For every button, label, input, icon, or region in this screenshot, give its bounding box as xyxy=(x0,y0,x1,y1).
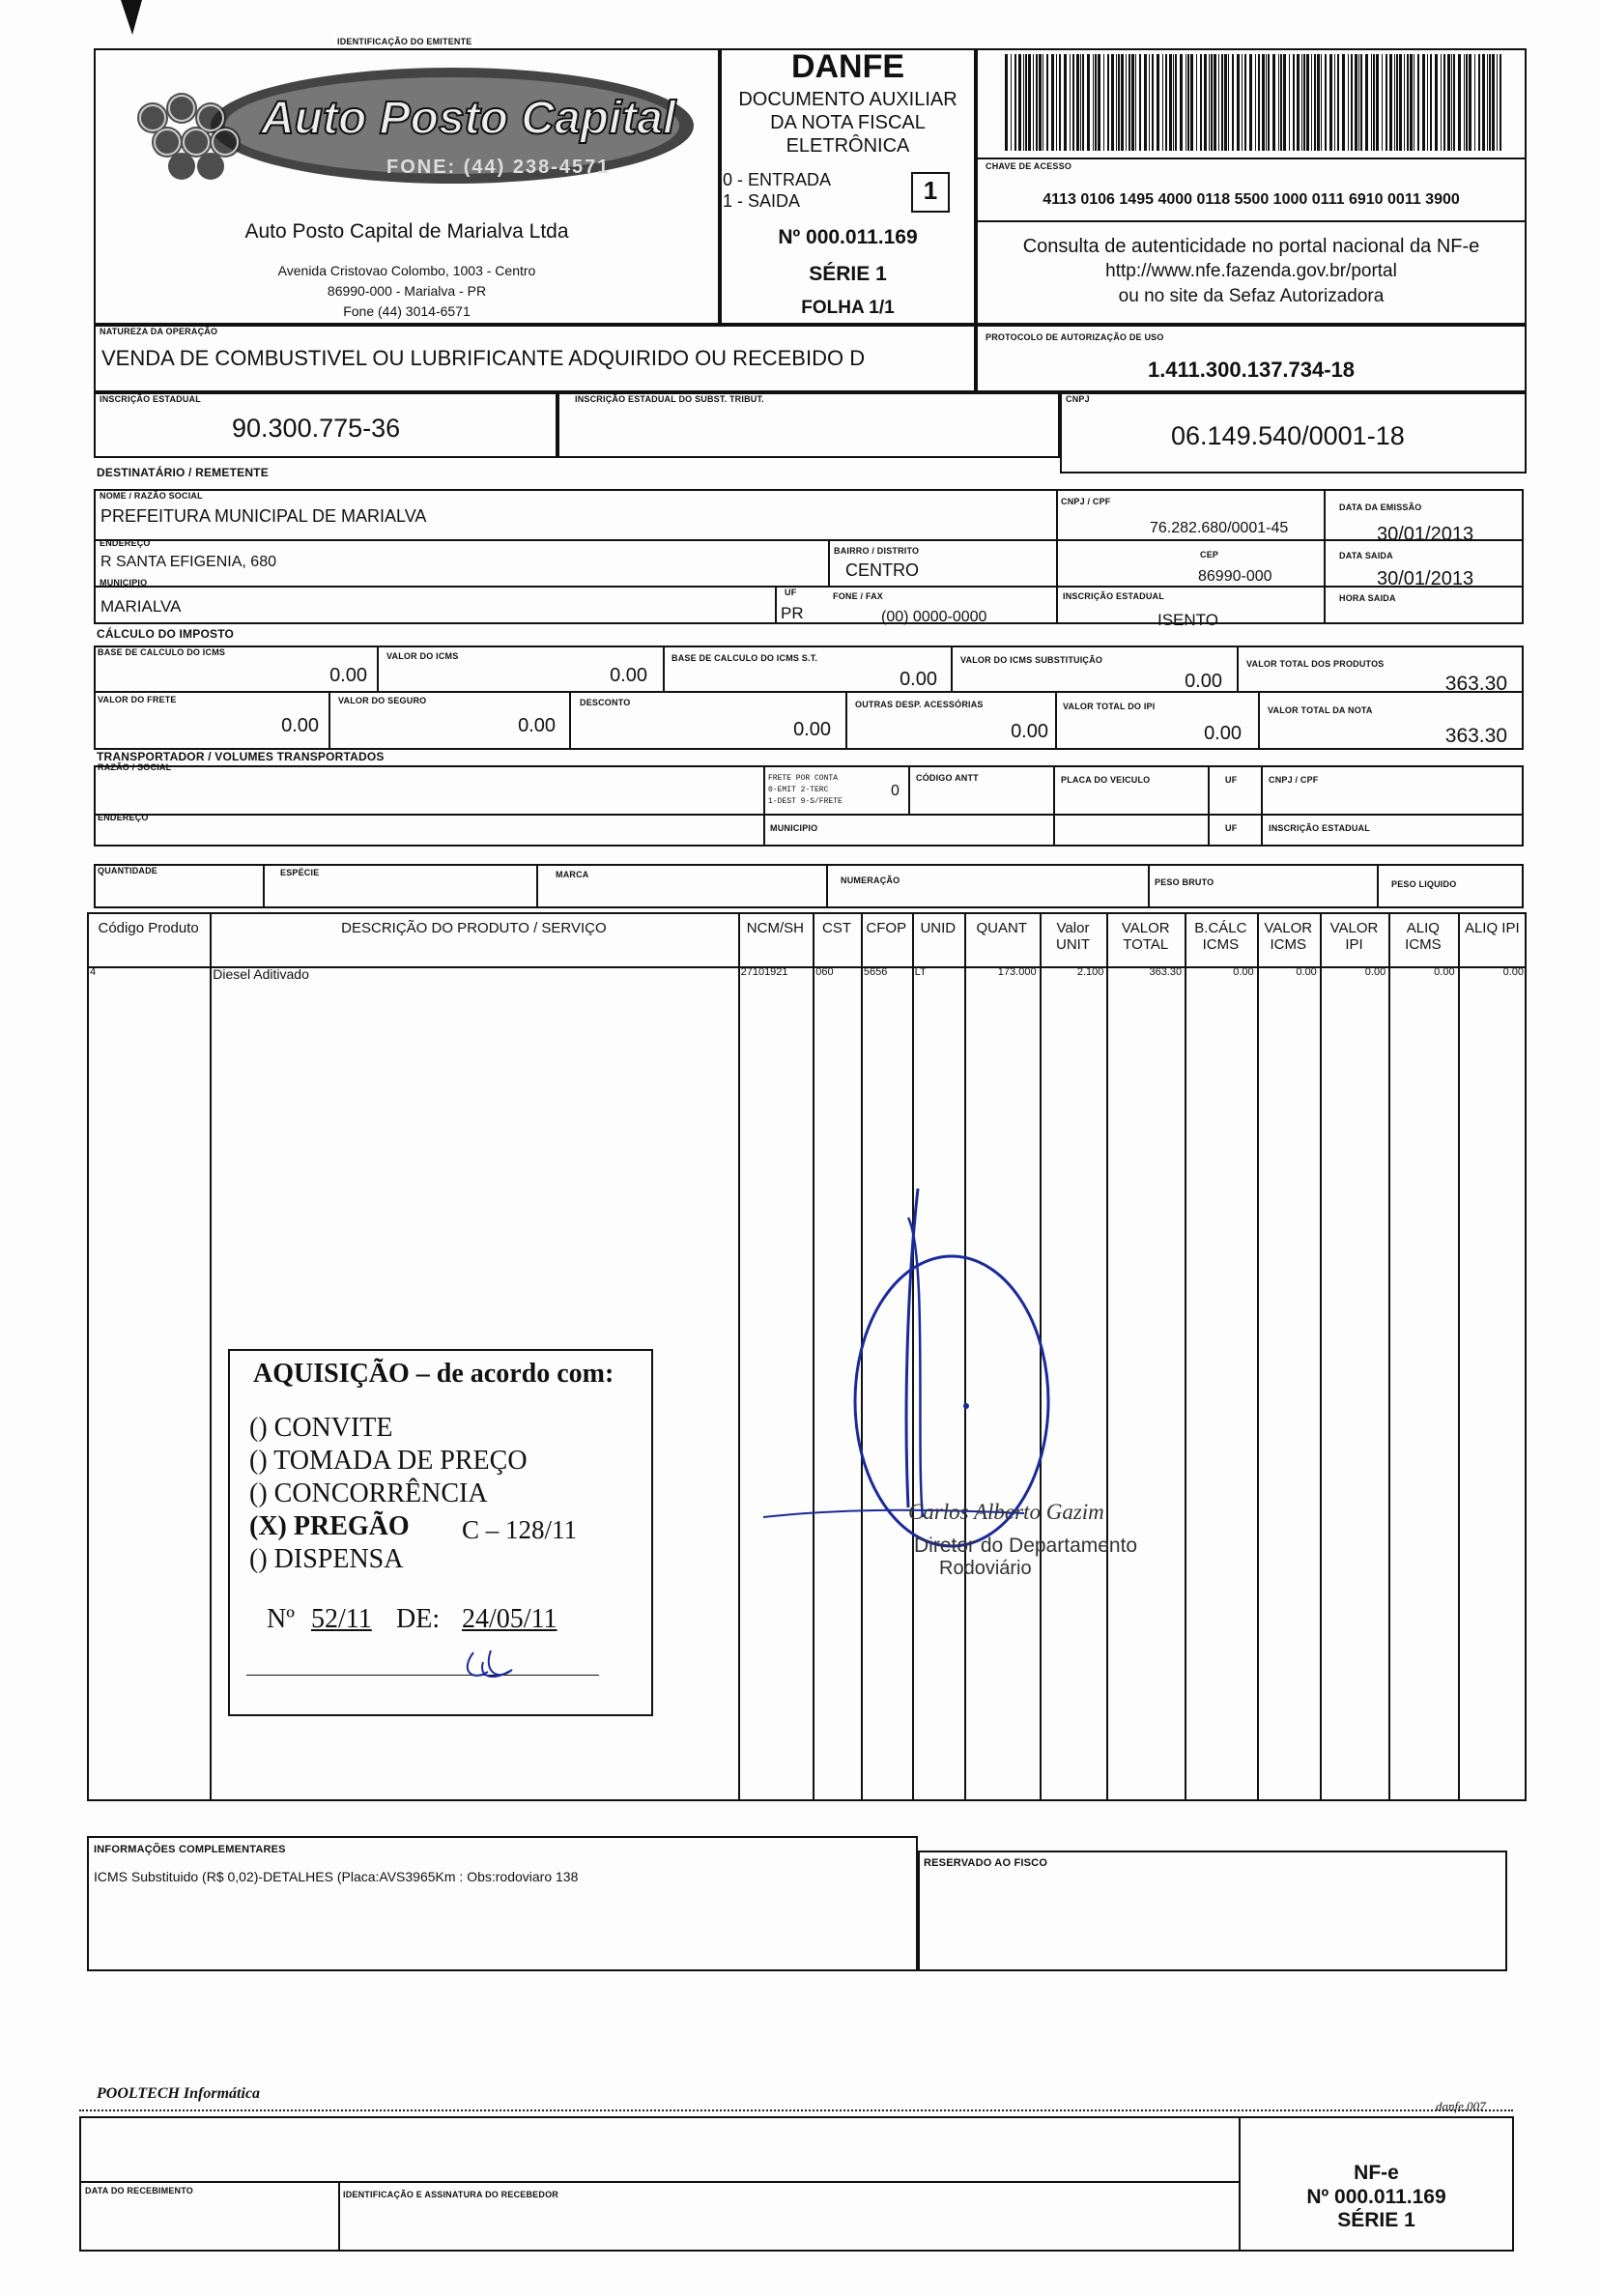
barcode-bar xyxy=(1237,54,1240,151)
placa-label: PLACA DO VEICULO xyxy=(1061,775,1151,785)
receipt-date-label: DATA DO RECEBIMENTO xyxy=(85,2186,193,2196)
danfe-subtitle-2: DA NOTA FISCAL xyxy=(770,112,926,133)
barcode-bar xyxy=(1131,54,1134,151)
products-header-cell: CST xyxy=(822,920,852,936)
barcode-bar xyxy=(1410,54,1413,151)
products-col-divider xyxy=(210,912,212,1801)
products-row-cell: 0.00 xyxy=(1434,966,1455,978)
antt-label: CÓDIGO ANTT xyxy=(916,773,979,783)
barcode-bar xyxy=(1064,54,1067,151)
fone-label: FONE / FAX xyxy=(833,591,884,601)
products-row-cell: 5656 xyxy=(863,966,888,978)
barcode-bar xyxy=(1180,54,1183,151)
numeracao-label: NUMERAÇÃO xyxy=(841,875,900,885)
frete-label: VALOR DO FRETE xyxy=(98,695,177,704)
barcode-bar xyxy=(1466,54,1468,151)
stamp-initials xyxy=(454,1643,522,1686)
transport-uf2-label: UF xyxy=(1225,823,1238,833)
barcode-bar xyxy=(1268,54,1270,151)
barcode-bar xyxy=(1497,54,1498,151)
barcode-bar xyxy=(1036,54,1038,151)
ipi-label: VALOR TOTAL DO IPI xyxy=(1063,702,1156,711)
ie-value: 90.300.775-36 xyxy=(232,414,401,443)
barcode-bar xyxy=(1095,54,1097,151)
recipient-cnpj-label: CNPJ / CPF xyxy=(1061,497,1111,506)
barcode-bar xyxy=(1255,54,1256,151)
barcode-bar xyxy=(1404,54,1405,151)
especie-label: ESPÉCIE xyxy=(280,868,320,877)
stamp-option-convite: () CONVITE xyxy=(249,1413,393,1443)
uf-value: PR xyxy=(781,604,804,622)
barcode-bar xyxy=(1422,54,1425,151)
barcode-bar xyxy=(1144,54,1147,151)
barcode-bar xyxy=(1329,54,1332,151)
bc-icms-label: BASE DE CALCULO DO ICMS xyxy=(98,647,226,657)
barcode-bar xyxy=(1478,54,1480,151)
barcode-bar xyxy=(1162,54,1163,151)
barcode-bar xyxy=(1051,54,1054,151)
transport-endereco-label: ENDEREÇO xyxy=(98,813,149,822)
products-header-cell: QUANT xyxy=(976,920,1028,936)
barcode-bar xyxy=(1407,54,1409,151)
barcode-bar xyxy=(1107,54,1109,151)
barcode-bar xyxy=(1025,54,1027,151)
products-col-divider xyxy=(1388,912,1390,1801)
barcode-bar xyxy=(1033,54,1034,151)
barcode-bar xyxy=(1249,54,1252,151)
barcode-bar xyxy=(1149,54,1150,151)
produtos-label: VALOR TOTAL DOS PRODUTOS xyxy=(1246,659,1385,669)
fone-value: (00) 0000-0000 xyxy=(881,609,987,625)
products-header-cell: CFOP xyxy=(866,920,907,936)
liquido-label: PESO LIQUIDO xyxy=(1391,879,1457,889)
barcode-bar xyxy=(1474,54,1475,151)
products-row-cell: 4 xyxy=(90,966,97,978)
address-value: R SANTA EFIGENIA, 680 xyxy=(100,554,276,570)
barcode-bar xyxy=(1056,54,1057,151)
products-header-cell: VALOR ICMS xyxy=(1264,920,1313,953)
emissao-label: DATA DA EMISSÃO xyxy=(1339,502,1422,512)
barcode-bar xyxy=(1487,54,1488,151)
danfe-type-value: 1 xyxy=(923,176,938,205)
barcode-bar xyxy=(1469,54,1471,151)
barcode-bar xyxy=(1447,54,1450,151)
emitter-address-2: 86990-000 - Marialva - PR xyxy=(327,283,487,299)
barcode-bar xyxy=(1080,54,1081,151)
barcode-bar xyxy=(1157,54,1159,151)
products-row-cell: 0.00 xyxy=(1233,966,1254,978)
barcode-bar xyxy=(1118,54,1120,151)
barcode-bar xyxy=(1306,54,1309,151)
barcode-bar xyxy=(1358,54,1359,151)
bairro-label: BAIRRO / DISTRITO xyxy=(834,546,920,556)
desconto-value: 0.00 xyxy=(793,719,831,740)
barcode-bar xyxy=(1139,54,1141,151)
barcode-bar xyxy=(1098,54,1100,151)
barcode-bar xyxy=(1135,54,1136,151)
barcode-bar xyxy=(1386,54,1387,151)
products-header-cell: Valor UNIT xyxy=(1055,920,1090,953)
barcode-bar xyxy=(1427,54,1428,151)
barcode-bar xyxy=(1500,54,1501,151)
barcode-bar xyxy=(1169,54,1172,151)
barcode-bar xyxy=(1396,54,1398,151)
tax-section: CÁLCULO DO IMPOSTO xyxy=(97,627,235,641)
natureza-value: VENDA DE COMBUSTIVEL OU LUBRIFICANTE ADQUIRIDO OU RECEBIDO D xyxy=(101,346,866,370)
nota-value: 363.30 xyxy=(1444,725,1507,747)
recipient-name-label: NOME / RAZÃO SOCIAL xyxy=(100,491,203,501)
barcode-bar xyxy=(1011,54,1012,151)
products-row-cell: 2.100 xyxy=(1076,966,1104,978)
qtd-label: QUANTIDADE xyxy=(98,866,157,875)
icms-label: VALOR DO ICMS xyxy=(386,651,459,661)
barcode-bar xyxy=(1371,54,1372,151)
additional-info-label: INFORMAÇÕES COMPLEMENTARES xyxy=(94,1844,286,1855)
barcode-bar xyxy=(1373,54,1375,151)
barcode-bar xyxy=(1266,54,1267,151)
products-header-cell: B.CÁLC ICMS xyxy=(1194,920,1247,953)
natureza-label: NATUREZA DA OPERAÇÃO xyxy=(100,327,218,336)
barcode-bar xyxy=(1435,54,1438,151)
uf-label: UF xyxy=(785,588,797,597)
ie-label: INSCRIÇÃO ESTADUAL xyxy=(100,394,201,404)
barcode-bar xyxy=(1221,54,1223,151)
barcode-bar xyxy=(1111,54,1114,151)
products-col-divider xyxy=(1320,912,1322,1801)
icms-st-label: VALOR DO ICMS SUBSTITUIÇÃO xyxy=(960,655,1103,665)
municipio-value: MARIALVA xyxy=(100,597,182,616)
footer-nfe: NF-e xyxy=(1354,2162,1399,2184)
stamp-option-dispensa: () DISPENSA xyxy=(249,1544,404,1574)
barcode-bar xyxy=(1342,54,1345,151)
icms-st-value: 0.00 xyxy=(1185,671,1222,692)
recipient-name: PREFEITURA MUNICIPAL DE MARIALVA xyxy=(100,506,427,526)
desconto-label: DESCONTO xyxy=(580,698,631,707)
receipt-id-label: IDENTIFICAÇÃO E ASSINATURA DO RECEBEDOR xyxy=(343,2190,558,2199)
barcode-bar xyxy=(1492,54,1495,151)
stamp-option-concorrencia: () CONCORRÊNCIA xyxy=(249,1478,488,1508)
barcode-bar xyxy=(1072,54,1074,151)
barcode-bar xyxy=(1242,54,1243,151)
barcode-bar xyxy=(1116,54,1117,151)
barcode-bar xyxy=(1103,54,1104,151)
danfe-number: Nº 000.011.169 xyxy=(778,226,918,248)
footer-nfe-serie: SÉRIE 1 xyxy=(1337,2209,1415,2231)
products-row-cell: 363.30 xyxy=(1149,966,1183,978)
products-col-divider xyxy=(1458,912,1460,1801)
barcode-bar xyxy=(1204,54,1207,151)
barcode-bar xyxy=(1262,54,1265,151)
barcode-bar xyxy=(1489,54,1491,151)
emitter-address-1: Avenida Cristovao Colombo, 1003 - Centro xyxy=(277,263,536,278)
barcode-graphic xyxy=(1005,54,1507,151)
products-header-cell: DESCRIÇÃO DO PRODUTO / SERVIÇO xyxy=(341,920,607,936)
stamp-date-label: DE: xyxy=(396,1604,441,1634)
barcode-bar xyxy=(1482,54,1485,151)
consult-line-3: ou no site da Sefaz Autorizadora xyxy=(1118,286,1385,306)
logo-phone: FONE: (44) 238-4571 xyxy=(386,157,611,178)
barcode-bar xyxy=(1389,54,1392,151)
barcode-bar xyxy=(1365,54,1368,151)
barcode-bar xyxy=(1214,54,1216,151)
barcode-bar xyxy=(1187,54,1189,151)
barcode-bar xyxy=(1430,54,1432,151)
additional-info-box xyxy=(87,1836,918,1971)
barcode-bar xyxy=(1301,54,1302,151)
stamp-option-pregao: (X) PREGÃO xyxy=(249,1511,410,1541)
barcode-bar xyxy=(1451,54,1452,151)
cep-label: CEP xyxy=(1200,550,1219,560)
footer-nfe-number: Nº 000.011.169 xyxy=(1306,2186,1446,2208)
barcode-bar xyxy=(1200,54,1202,151)
products-header-cell: VALOR TOTAL xyxy=(1121,920,1170,953)
barcode-bar xyxy=(1232,54,1234,151)
emitter-section-label: IDENTIFICAÇÃO DO EMITENTE xyxy=(333,37,476,46)
stamp-number: 52/11 xyxy=(311,1604,372,1634)
barcode-bar xyxy=(1360,54,1362,151)
protocolo-label: PROTOCOLO DE AUTORIZAÇÃO DE USO xyxy=(986,332,1164,342)
danfe-title: DANFE xyxy=(790,48,905,85)
barcode-bar xyxy=(1152,54,1154,151)
stamp-option-tomada: () TOMADA DE PREÇO xyxy=(249,1446,528,1476)
products-header-cell: VALOR IPI xyxy=(1329,920,1379,953)
barcode-bar xyxy=(1093,54,1094,151)
marca-label: MARCA xyxy=(556,870,589,879)
barcode-bar xyxy=(1196,54,1197,151)
transport-section: TRANSPORTADOR / VOLUMES TRANSPORTADOS xyxy=(97,750,385,763)
bairro-value: CENTRO xyxy=(845,560,919,580)
nota-label: VALOR TOTAL DA NOTA xyxy=(1268,705,1373,715)
outras-value: 0.00 xyxy=(1011,721,1048,742)
hora-label: HORA SAIDA xyxy=(1339,593,1396,603)
icms-value: 0.00 xyxy=(610,665,647,686)
consult-line-2: http://www.nfe.fazenda.gov.br/portal xyxy=(1105,261,1397,281)
products-row-cell: 060 xyxy=(815,966,834,978)
bruto-label: PESO BRUTO xyxy=(1155,877,1214,887)
cep-value: 86990-000 xyxy=(1198,568,1272,585)
barcode-bar xyxy=(1175,54,1177,151)
barcode-bar xyxy=(1076,54,1079,151)
barcode-bar xyxy=(1325,54,1327,151)
cut-line xyxy=(79,2109,1513,2111)
barcode-bar xyxy=(1211,54,1213,151)
bc-icms-value: 0.00 xyxy=(329,665,367,686)
products-row-cell: 173.000 xyxy=(997,966,1037,978)
barcode-bar xyxy=(1126,54,1127,151)
cnpj-label: CNPJ xyxy=(1066,394,1090,404)
barcode-bar xyxy=(1297,54,1300,151)
products-col-divider xyxy=(1106,912,1108,1801)
products-row-cell: 0.00 xyxy=(1502,966,1524,978)
products-row-cell: 0.00 xyxy=(1296,966,1317,978)
signature-role-1: Diretor do Departamento xyxy=(914,1535,1138,1557)
products-row-cell: Diesel Aditivado xyxy=(213,966,309,982)
cnpj-value: 06.149.540/0001-18 xyxy=(1171,421,1405,450)
outras-label: OUTRAS DESP. ACESSÓRIAS xyxy=(855,700,984,709)
frete-line-2: 0-EMIT 2-TERC xyxy=(768,786,829,794)
ipi-value: 0.00 xyxy=(1204,723,1242,744)
additional-info-text: ICMS Substituido (R$ 0,02)-DETALHES (Placa:AVS3965Km : Obs:rodoviaro 138 xyxy=(94,1869,579,1884)
barcode-bar xyxy=(1280,54,1282,151)
barcode-bar xyxy=(1348,54,1349,151)
danfe-entrada: 0 - ENTRADA xyxy=(723,170,832,189)
emissao-value: 30/01/2013 xyxy=(1377,524,1474,545)
barcode-bar xyxy=(1165,54,1167,151)
frete-value: 0 xyxy=(891,783,900,799)
stamp-pregao-ref: C – 128/11 xyxy=(462,1515,578,1544)
barcode-bar xyxy=(1244,54,1246,151)
barcode-bar xyxy=(1355,54,1357,151)
barcode-bar xyxy=(1399,54,1402,151)
fisco-label: RESERVADO AO FISCO xyxy=(924,1857,1048,1869)
products-header-cell: ALIQ IPI xyxy=(1464,920,1520,936)
barcode-bar xyxy=(1293,54,1295,151)
barcode-bar xyxy=(1224,54,1227,151)
products-header-cell: Código Produto xyxy=(98,920,199,936)
bc-st-value: 0.00 xyxy=(900,669,937,690)
address-label: ENDEREÇO xyxy=(100,538,151,548)
products-header-cell: UNID xyxy=(920,920,957,936)
barcode-bar xyxy=(1443,54,1445,151)
signature-name: Carlos Alberto Gazim xyxy=(908,1500,1104,1524)
barcode-bar xyxy=(1278,54,1279,151)
barcode-bar xyxy=(1121,54,1124,151)
products-header-cell: ALIQ ICMS xyxy=(1405,920,1442,953)
products-col-divider xyxy=(1185,912,1186,1801)
transport-ie-label: INSCRIÇÃO ESTADUAL xyxy=(1269,823,1370,833)
transport-municipio-label: MUNICIPIO xyxy=(770,823,818,833)
recipient-section: DESTINATÁRIO / REMETENTE xyxy=(97,466,269,479)
frete-value: 0.00 xyxy=(281,715,319,736)
barcode-bar xyxy=(1014,54,1016,151)
products-col-divider xyxy=(738,912,740,1801)
barcode-bar xyxy=(1209,54,1210,151)
signature-role-2: Rodoviário xyxy=(939,1558,1032,1579)
barcode-bar xyxy=(1417,54,1419,151)
danfe-serie: SÉRIE 1 xyxy=(809,263,887,285)
barcode-bar xyxy=(1046,54,1048,151)
products-row-cell: LT xyxy=(914,966,927,978)
barcode-bar xyxy=(1321,54,1322,151)
transport-cnpj-label: CNPJ / CPF xyxy=(1269,775,1319,785)
barcode-bar xyxy=(1228,54,1229,151)
barcode-bar xyxy=(1218,54,1219,151)
stamp-title: AQUISIÇÃO – de acordo com: xyxy=(253,1359,614,1389)
barcode-bar xyxy=(1303,54,1305,151)
barcode-bar xyxy=(1464,54,1465,151)
barcode-bar xyxy=(1441,54,1442,151)
barcode-bar xyxy=(1082,54,1084,151)
barcode-bar xyxy=(1337,54,1339,151)
barcode-bar xyxy=(1351,54,1353,151)
recipient-ie-label: INSCRIÇÃO ESTADUAL xyxy=(1063,591,1164,601)
products-col-divider xyxy=(1257,912,1259,1801)
barcode-bar xyxy=(1087,54,1090,151)
municipio-label: MUNICIPIO xyxy=(100,578,148,588)
barcode-bar xyxy=(1028,54,1031,151)
transport-razao-label: RAZÃO / SOCIAL xyxy=(98,762,172,772)
saida-label: DATA SAIDA xyxy=(1339,551,1393,560)
access-key-label: CHAVE DE ACESSO xyxy=(986,161,1072,171)
barcode-bar xyxy=(1190,54,1193,151)
transport-uf-label: UF xyxy=(1225,775,1238,785)
emitter-address-3: Fone (44) 3014-6571 xyxy=(343,303,471,319)
access-key: 4113 0106 1495 4000 0118 5500 1000 0111 6910 0011 3900 xyxy=(1043,191,1460,208)
products-header-cell: NCM/SH xyxy=(746,920,804,936)
barcode-bar xyxy=(1039,54,1042,151)
stamp-number-label: Nº xyxy=(267,1604,295,1634)
barcode xyxy=(1005,54,1507,151)
barcode-bar xyxy=(1173,54,1174,151)
products-row-cell: 27101921 xyxy=(740,966,788,978)
seguro-value: 0.00 xyxy=(518,715,556,736)
barcode-bar xyxy=(1453,54,1455,151)
frete-line-3: 1-DEST 9-S/FRETE xyxy=(768,797,843,806)
barcode-bar xyxy=(1070,54,1071,151)
barcode-bar xyxy=(1005,54,1008,151)
barcode-bar xyxy=(1314,54,1316,151)
danfe-subtitle-1: DOCUMENTO AUXILIAR xyxy=(738,89,957,110)
barcode-bar xyxy=(1018,54,1021,151)
barcode-bar xyxy=(1272,54,1275,151)
seguro-label: VALOR DO SEGURO xyxy=(338,696,427,705)
protocolo-value: 1.411.300.137.734-18 xyxy=(1147,358,1356,382)
danfe-saida: 1 - SAIDA xyxy=(723,191,801,211)
recipient-ie-value: ISENTO xyxy=(1157,611,1218,629)
barcode-bar xyxy=(1334,54,1335,151)
saida-value: 30/01/2013 xyxy=(1377,568,1474,589)
stamp-date: 24/05/11 xyxy=(462,1604,557,1634)
produtos-value: 363.30 xyxy=(1444,673,1507,695)
recipient-cnpj: 76.282.680/0001-45 xyxy=(1150,520,1289,536)
barcode-bar xyxy=(1129,54,1130,151)
logo-name: Auto Posto Capital xyxy=(261,93,676,144)
danfe-subtitle-3: ELETRÔNICA xyxy=(786,135,910,157)
barcode-bar xyxy=(1458,54,1461,151)
barcode-bar xyxy=(1317,54,1320,151)
danfe-code: danfe.007 xyxy=(1436,2099,1486,2113)
barcode-bar xyxy=(1023,54,1024,151)
barcode-bar xyxy=(1283,54,1286,151)
bc-st-label: BASE DE CALCULO DO ICMS S.T. xyxy=(671,653,818,663)
barcode-bar xyxy=(1258,54,1260,151)
corner-mark xyxy=(121,0,142,35)
pooltech-brand: POOLTECH Informática xyxy=(97,2085,261,2102)
danfe-folha: FOLHA 1/1 xyxy=(801,298,895,318)
barcode-bar xyxy=(1394,54,1395,151)
barcode-bar xyxy=(1289,54,1290,151)
barcode-bar xyxy=(1059,54,1061,151)
emitter-company-name: Auto Posto Capital de Marialva Ltda xyxy=(244,220,569,243)
barcode-bar xyxy=(1311,54,1312,151)
products-row-cell: 0.00 xyxy=(1364,966,1386,978)
ie-st-label: INSCRIÇÃO ESTADUAL DO SUBST. TRIBUT. xyxy=(575,394,764,404)
barcode-bar xyxy=(1376,54,1379,151)
consult-line-1: Consulta de autenticidade no portal nacional da NF-e xyxy=(1022,236,1480,257)
frete-line-1: FRETE POR CONTA xyxy=(768,774,839,783)
barcode-bar xyxy=(1382,54,1383,151)
